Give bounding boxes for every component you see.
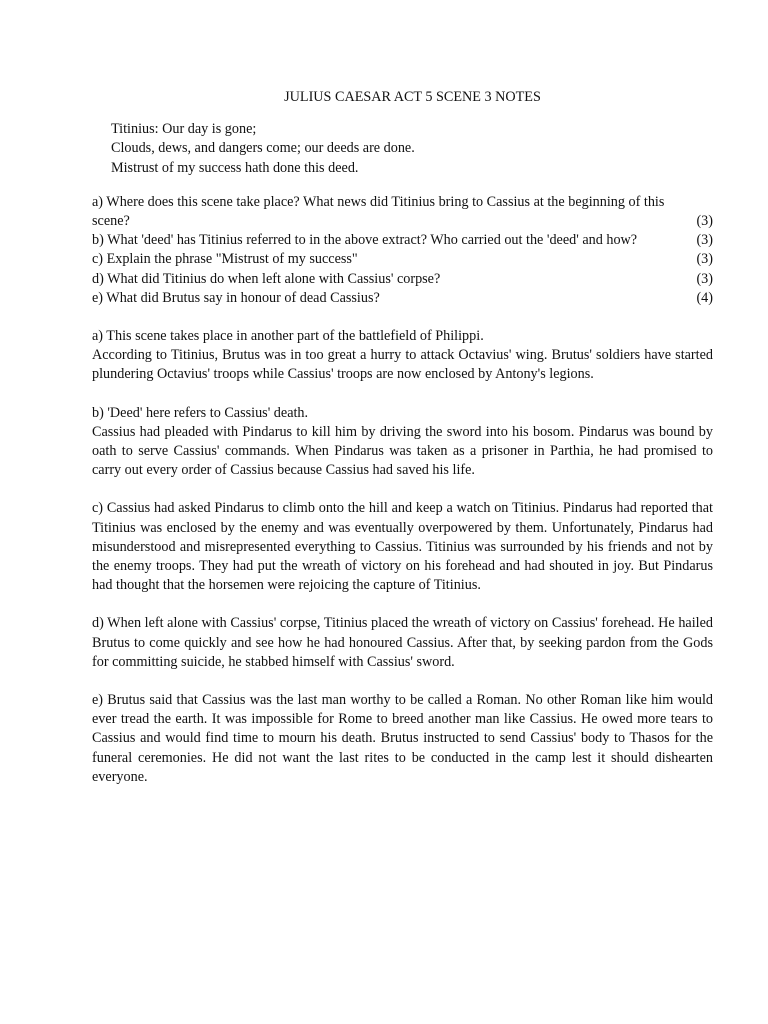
- question-d: [92, 270, 713, 289]
- answer-paragraph: a) This scene takes place in another part of the battlefield of Philippi.: [92, 328, 484, 345]
- answer-c: [92, 499, 713, 595]
- quote-line: Clouds, dews, and dangers come; our deeds are done.: [111, 140, 415, 157]
- quote-line: Titinius: Our day is gone;: [111, 121, 257, 138]
- question-marks: (3): [696, 232, 713, 249]
- question-a-line2: [92, 212, 713, 231]
- question-list: [92, 193, 713, 308]
- question-marks: (3): [696, 251, 713, 268]
- question-text: a) Where does this scene take place? What news did Titinius bring to Cassius at the beginning of this: [92, 193, 665, 210]
- answer-e: [92, 691, 713, 787]
- answer-paragraph: Cassius had pleaded with Pindarus to kill him by driving the sword into his bosom. Pindarus was bound by oath to serve Cassius' commands. When Pindarus was taken as a prisoner in Parthia, he had promised to carry out every order of Cassius because Cassius had saved his life.: [92, 423, 713, 479]
- answer-paragraph: b) 'Deed' here refers to Cassius' death.: [92, 404, 309, 421]
- document-title: JULIUS CAESAR ACT 5 SCENE 3 NOTES: [284, 89, 541, 105]
- question-text: c) Explain the phrase "Mistrust of my success": [92, 251, 358, 268]
- document-page: [92, 88, 713, 806]
- answer-paragraph: According to Titinius, Brutus was in too great a hurry to attack Octavius' wing. Brutus' soldiers have started plundering Octavius' troops while Cassius' troops are now enclosed by Antony's legions.: [92, 347, 713, 383]
- answer-d: [92, 614, 713, 672]
- question-b: [92, 231, 713, 250]
- question-a-line1: [92, 193, 713, 212]
- question-marks: (3): [696, 270, 713, 287]
- question-text: b) What 'deed' has Titinius referred to in the above extract? Who carried out the 'deed' and how?: [92, 232, 638, 249]
- question-text: d) What did Titinius do when left alone with Cassius' corpse?: [92, 270, 441, 287]
- answer-paragraph: d) When left alone with Cassius' corpse, Titinius placed the wreath of victory on Cassius' forehead. He hailed Brutus to come quickly and see how he had honoured Cassius. After that, by seeking pardon from the Gods for committing suicide, he stabbed himself with Cassius' sword.: [92, 615, 713, 670]
- question-marks: (4): [696, 289, 713, 306]
- answer-a: [92, 327, 713, 385]
- quote-line: Mistrust of my success hath done this deed.: [111, 159, 359, 176]
- question-text: scene?: [92, 213, 130, 230]
- answer-b: [92, 404, 713, 481]
- extract-quote: [111, 120, 713, 178]
- question-e: [92, 289, 713, 308]
- question-text: e) What did Brutus say in honour of dead Cassius?: [92, 289, 380, 306]
- question-c: [92, 250, 713, 269]
- answer-paragraph: c) Cassius had asked Pindarus to climb onto the hill and keep a watch on Titinius. Pindarus had reported that Titinius was enclosed by the enemy and was eventually overpowered by them. Unfortunately, Pindarus had misunderstood and misrepresented everything to Cassius. Titinius was surrounded by his friends and not by the enemy troops. They had put the wreath of victory on his forehead and had shouted in joy. But Pindarus had thought that the horsemen were rejoicing the capture of Titinius.: [92, 500, 713, 594]
- answer-paragraph: e) Brutus said that Cassius was the last man worthy to be called a Roman. No other Roman like him would ever tread the earth. It was impossible for Rome to breed another man like Cassius. He owed more tears to Cassius and would find time to mourn his death. Brutus instructed to send Cassius' body to Thasos for the funeral ceremonies. He did not want the last rites to be conducted in the camp lest it should dishearten everyone.: [92, 692, 713, 785]
- question-marks: (3): [696, 213, 713, 230]
